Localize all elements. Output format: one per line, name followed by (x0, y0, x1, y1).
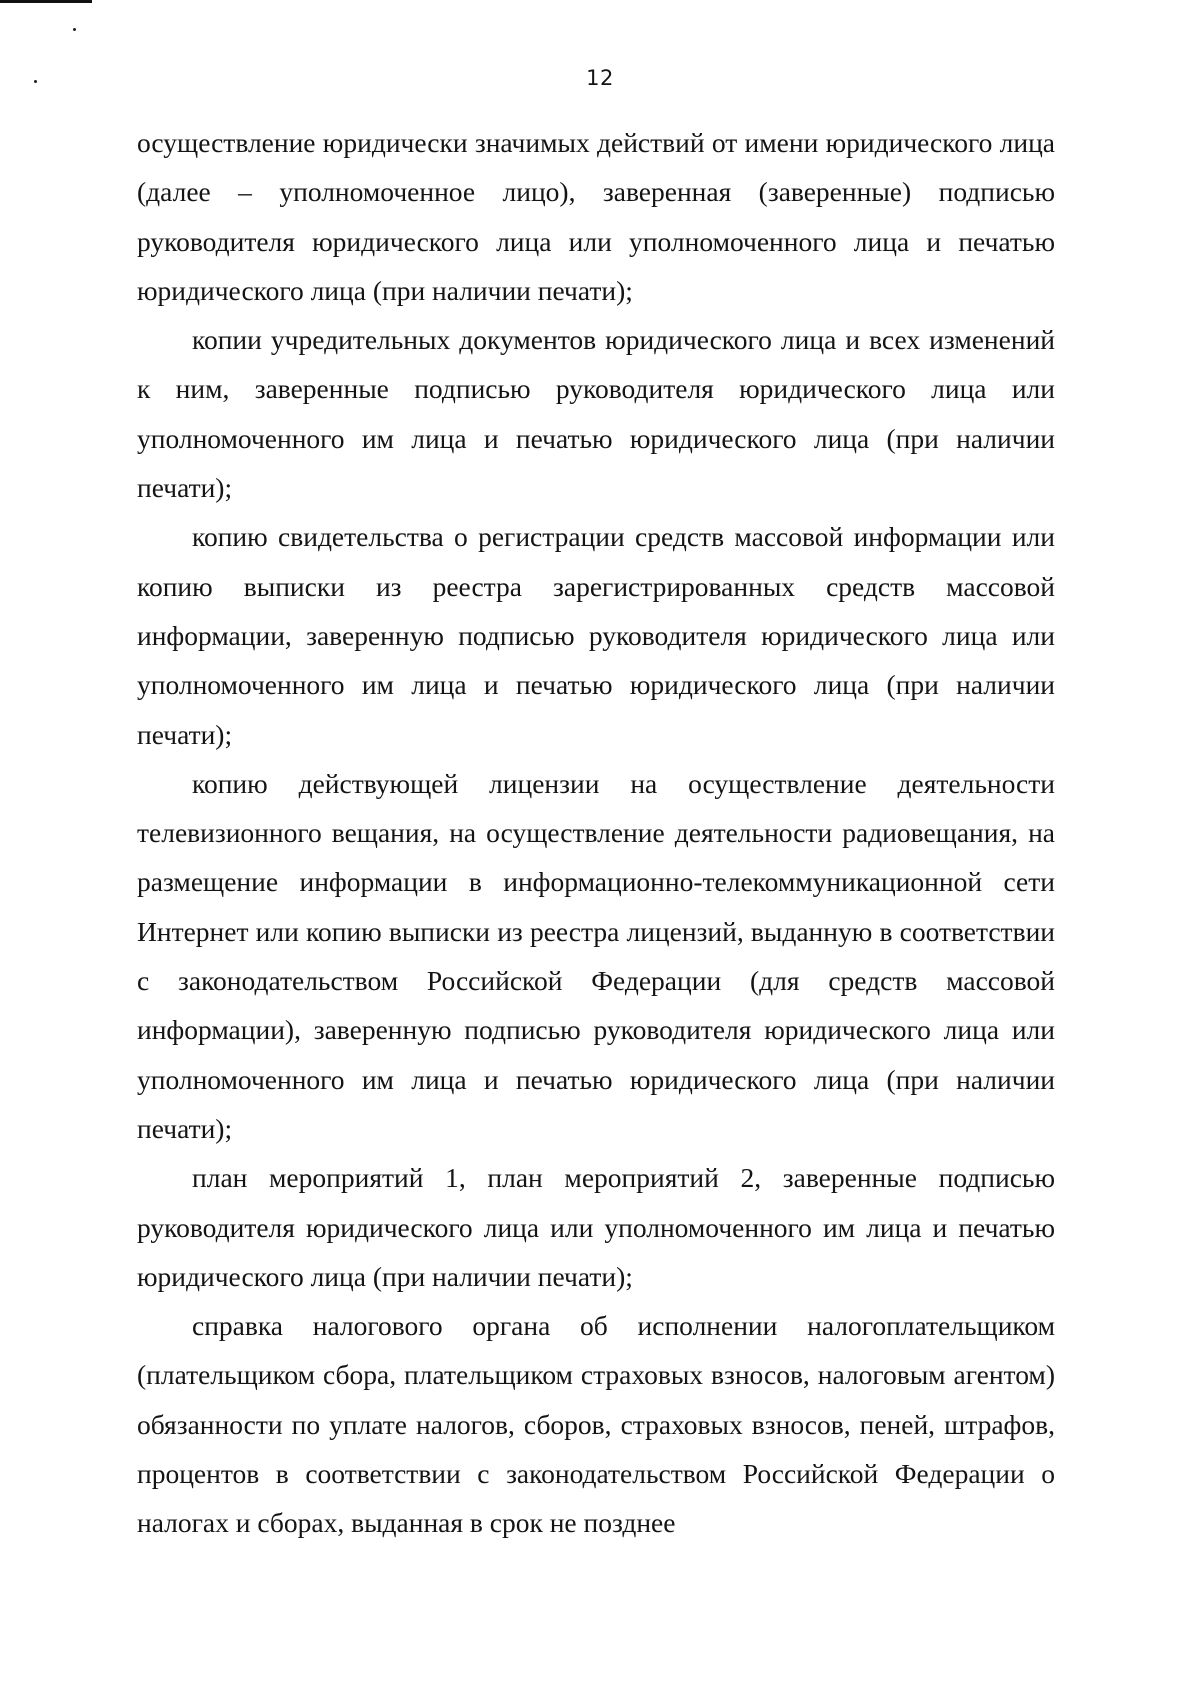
paragraph-tax-certificate: справка налогового органа об исполнении налогоплательщиком (плательщиком сбора, плательщиком страховых взносов, налоговым агентом) обязанности по уплате налогов, сборов, страховых взносов, пеней, штрафов, процентов в соответствии с законодательством Российской Федерации о налогах и сборах, выданная в срок не позднее (137, 1310, 1055, 1539)
scan-edge-line (0, 0, 92, 3)
paragraph-founding-documents: копии учредительных документов юридического лица и всех изменений к ним, заверенные подписью руководителя юридического лица или уполномоченного им лица и печатью юридического лица (при наличии печати); (137, 324, 1055, 504)
paragraph-continuation: осуществление юридически значимых действий от имени юридического лица (далее – уполномоченное лицо), заверенная (заверенные) подписью руководителя юридического лица или уполномоченного лица и печатью юридического лица (при наличии печати); (137, 127, 1055, 306)
paragraph-broadcast-license: копию действующей лицензии на осуществление деятельности телевизионного вещания, на осуществление деятельности радиовещания, на размещение информации в информационно-телекоммуникационной сети Интернет или копию выписки из реестра лицензий, выданную в соответствии с законодательством Российской Федерации (для средств массовой информации), заверенную подписью руководителя юридического лица или уполномоченного им лица и печатью юридического лица (при наличии печати); (137, 767, 1055, 1144)
page-number: 12 (586, 66, 614, 90)
paragraph-action-plans: план мероприятий 1, план мероприятий 2, заверенные подписью руководителя юридического лица или уполномоченного им лица и печатью юридического лица (при наличии печати); (137, 1162, 1055, 1292)
paragraph-media-registration: копию свидетельства о регистрации средств массовой информации или копию выписки из реестра зарегистрированных средств массовой информации, заверенную подписью руководителя юридического лица или уполномоченного им лица и печатью юридического лица (при наличии печати); (137, 521, 1055, 750)
scan-speck (73, 28, 76, 31)
document-body (137, 118, 1055, 1548)
